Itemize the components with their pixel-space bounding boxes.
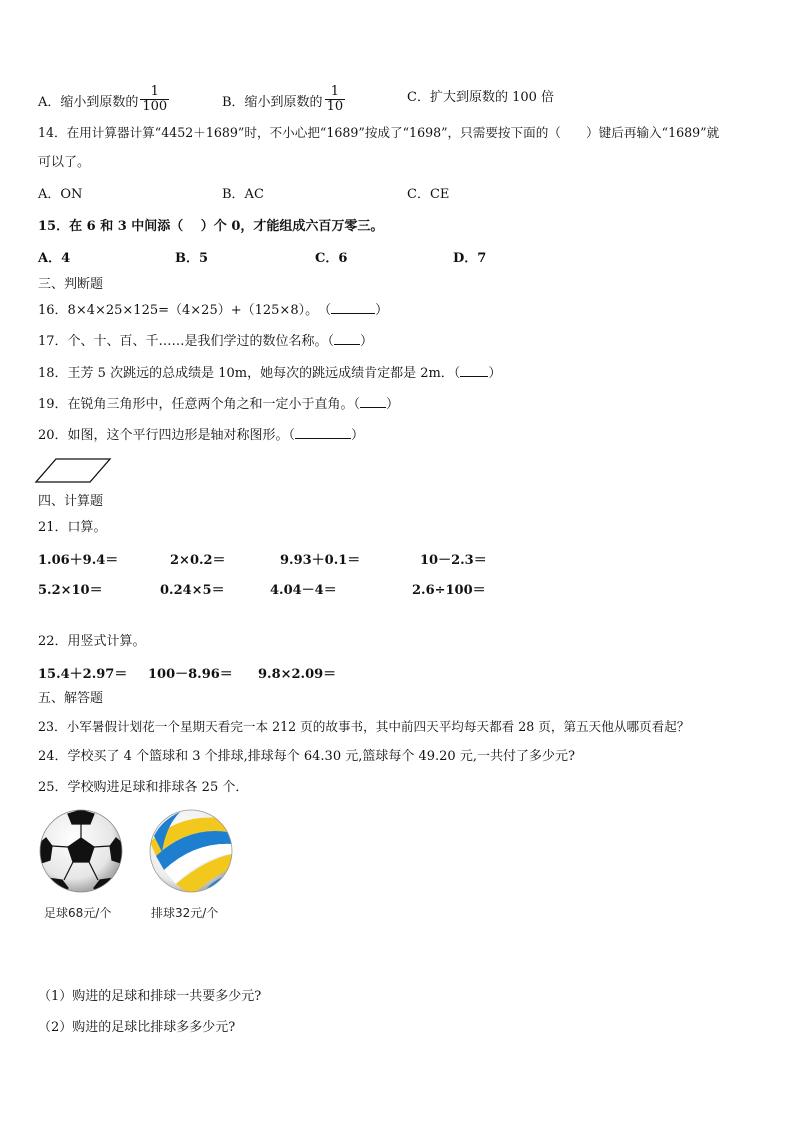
q21-item: 10－2.3＝ — [420, 553, 487, 568]
section-heading-calculation: 四、计算题 — [38, 494, 104, 509]
fraction-denominator: 100 — [142, 99, 168, 114]
q21-item: 2.6÷100＝ — [412, 583, 486, 598]
volleyball-price-caption: 排球32元/个 — [151, 906, 219, 920]
q22-item: 100－8.96＝ — [148, 667, 233, 682]
parallelogram-figure — [34, 456, 114, 486]
answer-blank — [295, 426, 351, 439]
q21-item: 9.93＋0.1＝ — [280, 553, 361, 568]
q18-close-paren: ） — [488, 366, 502, 381]
q21-item: 5.2×10＝ — [38, 583, 103, 598]
q24-text: 24．学校买了 4 个篮球和 3 个排球,排球每个 64.30 元,篮球每个 49.20 元,一共付了多少元? — [38, 749, 575, 764]
fraction-numerator: 1 — [325, 85, 346, 100]
q16-text: 16．8×4×25×125=（4×25）+（125×8）。 （ — [38, 303, 332, 318]
q23-text: 23．小军暑假计划花一个星期天看完一本 212 页的故事书，其中前四天平均每天都看 28 页，第五天他从哪页看起？ — [38, 719, 690, 734]
q15-option-d: D．7 — [453, 251, 487, 266]
q21-title: 21．口算。 — [38, 520, 107, 535]
q14-option-a: A．ON — [38, 187, 83, 202]
q14-option-b: B．AC — [222, 187, 264, 202]
q25-sub1: （1）购进的足球和排球一共要多少元? — [38, 989, 262, 1004]
q21-item: 0.24×5＝ — [160, 583, 225, 598]
q17 — [38, 332, 764, 351]
q13-option-a-label: A．缩小到原数的 — [38, 95, 139, 110]
q19-close-paren: ） — [386, 397, 400, 412]
section-heading-word-problems: 五、解答题 — [38, 691, 104, 706]
q15-option-c: C．6 — [315, 251, 348, 266]
q13-option-c: C．扩大到原数的 100 倍 — [407, 90, 555, 105]
answer-blank — [334, 332, 360, 345]
q17-text: 17．个、十、百、千……是我们学过的数位名称。（ — [38, 334, 335, 349]
q14-text-line1: 14．在用计算器计算“4452＋1689”时，不小心把“1689”按成了“1698”，只需要按下面的（ ）键后再输入“1689”就 — [38, 125, 720, 140]
q18 — [38, 364, 764, 383]
q13-option-a — [38, 84, 171, 117]
q15-option-b: B．5 — [175, 251, 209, 266]
section-heading-judgement: 三、判断题 — [38, 277, 104, 292]
answer-blank — [360, 395, 386, 408]
q19-text: 19．在锐角三角形中，任意两个角之和一定小于直角。（ — [38, 397, 361, 412]
fraction-one-hundredth — [140, 85, 169, 114]
q15-option-a: A．4 — [38, 251, 71, 266]
q20 — [38, 426, 764, 445]
q25-text: 25．学校购进足球和排球各 25 个． — [38, 780, 249, 795]
q13-option-b — [222, 84, 347, 117]
answer-blank — [460, 364, 488, 377]
q22-title: 22．用竖式计算。 — [38, 634, 146, 649]
volleyball-image — [148, 808, 234, 894]
q22-item: 9.8×2.09＝ — [258, 667, 337, 682]
q15-text: 15．在 6 和 3 中间添（ ）个 0，才能组成六百万零三。 — [38, 219, 384, 234]
q19 — [38, 395, 764, 414]
q14-text-line2: 可以了。 — [38, 155, 91, 170]
q18-text: 18．王芳 5 次跳远的总成绩是 10m，她每次的跳远成绩肯定都是 2m．（ — [38, 366, 461, 381]
q16-close-paren: ） — [375, 303, 389, 318]
q20-text: 20．如图，这个平行四边形是轴对称图形。（ — [38, 428, 296, 443]
fraction-numerator: 1 — [140, 85, 169, 100]
q21-item: 2×0.2＝ — [170, 553, 226, 568]
answer-blank — [331, 301, 375, 314]
q13-option-b-label: B．缩小到原数的 — [222, 95, 323, 110]
q20-close-paren: ） — [351, 428, 365, 443]
fraction-denominator: 10 — [326, 99, 344, 114]
soccer-price-caption: 足球68元/个 — [44, 906, 112, 920]
q17-close-paren: ） — [360, 334, 374, 349]
q16 — [38, 301, 764, 320]
q21-item: 4.04－4＝ — [270, 583, 337, 598]
q25-sub2: （2）购进的足球比排球多多少元? — [38, 1020, 236, 1035]
q22-item: 15.4＋2.97＝ — [38, 667, 128, 682]
fraction-one-tenth — [325, 85, 346, 114]
soccer-ball-image — [38, 808, 124, 894]
q21-item: 1.06＋9.4＝ — [38, 553, 119, 568]
q14-option-c: C．CE — [407, 187, 450, 202]
